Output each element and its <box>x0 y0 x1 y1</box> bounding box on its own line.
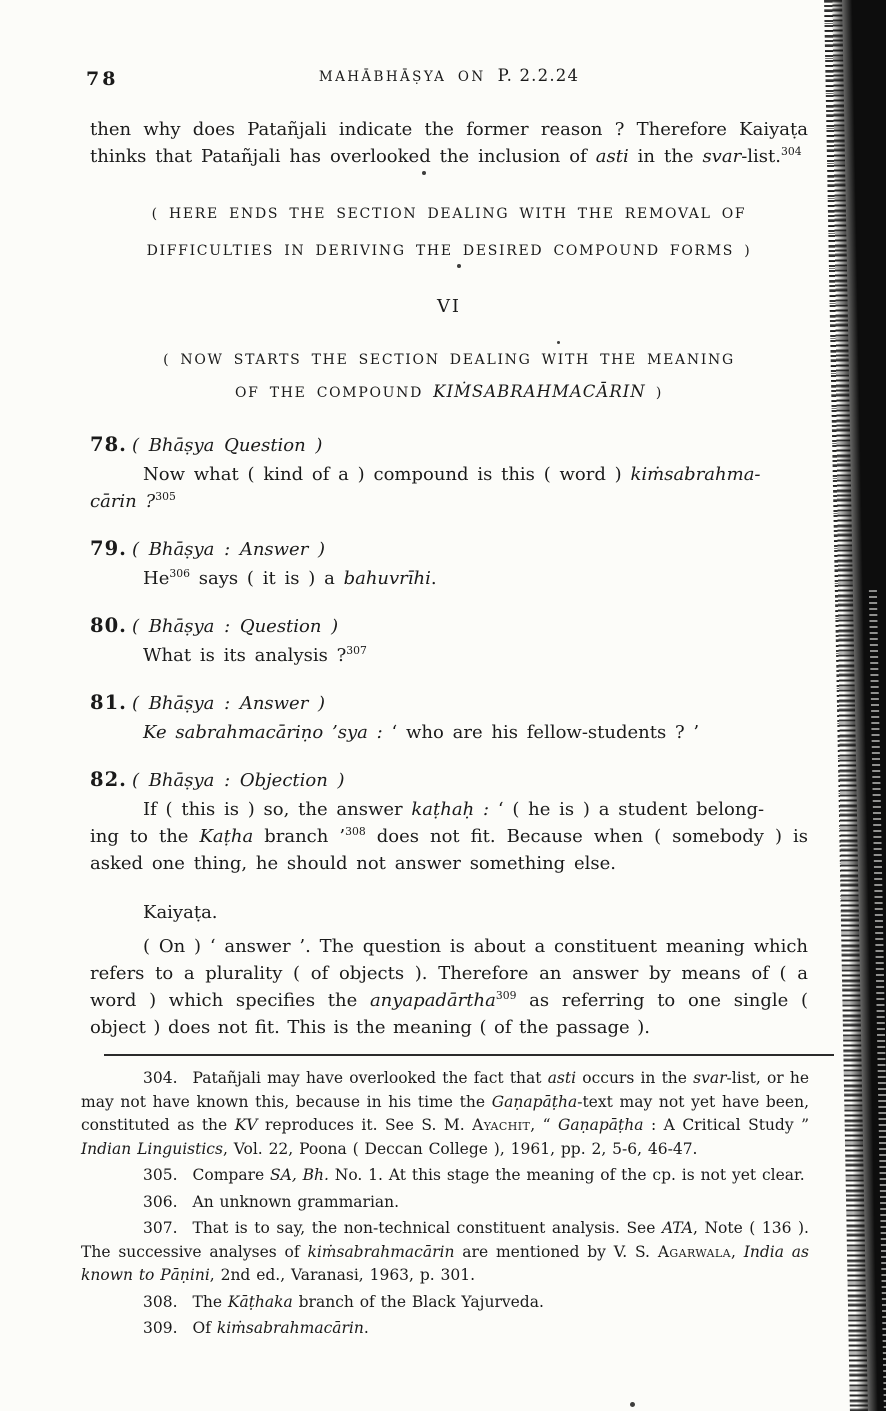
footnote-text: Compare SA, Bh. No. 1. At this stage the meaning of the cp. is not yet clear. <box>192 1166 805 1184</box>
entry-82 <box>90 768 808 877</box>
footnote-308 <box>81 1291 809 1315</box>
footnote-305 <box>81 1164 809 1188</box>
kaiyata-commentary: ( On ) ‘ answer ’. The question is about a constituent meaning which refers to a plurality ( of objects ). Therefore an answer by means of ( a word ) which specifies the anyapadārtha$^{309}$ as referring to one single ( object ) does not fit. This is the meaning ( of the passage ). <box>90 936 808 1038</box>
intro-paragraph: then why does Patañjali indicate the former reason ? Therefore Kaiyaṭa thinks that Patañjali has overlooked the inclusion of asti in the svar-list.$^{304}$ <box>90 119 808 167</box>
scan-speck <box>630 1402 635 1407</box>
binding-edge-shadow <box>831 0 886 1411</box>
entry-title: ( Bhāṣya : Answer ) <box>132 539 326 560</box>
footnote-number: 304. <box>143 1069 178 1087</box>
entry-82-body: If ( this is ) so, the answer kaṭhaḥ : ‘ ( he is ) a student belong- ing to the Kaṭha branch ’$^{308}$ does not fit. Because when ( somebody ) is asked one thing, he should not answer something else. <box>90 799 808 874</box>
entry-80 <box>90 614 808 669</box>
entry-79 <box>90 537 808 592</box>
entry-81-body: Ke sabrahmacāriṇo ’sya : ‘ who are his fellow-students ? ’ <box>143 722 700 743</box>
footnote-number: 308. <box>143 1292 178 1311</box>
footnote-text: That is to say, the non-technical constituent analysis. See ATA, Note ( 136 ). The successive analyses of kiṁsabrahmacārin are mentioned by V. S. Agarwala, India as known to Pāṇini, 2nd ed., Varanasi, 1963, p. 301. <box>81 1219 809 1284</box>
entry-78 <box>90 433 808 515</box>
footnote-text: Patañjali may have overlooked the fact that asti occurs in the svar-list, or he may not have known this, because in his time the Gaṇapāṭha-text may not yet have been, constituted as the KV reproduces it. See S. M. Ayachit, “ Gaṇapāṭha : A Critical Study ” Indian Linguistics, Vol. 22, Poona ( Deccan College ), 1961, pp. 2, 5-6, 46-47. <box>81 1069 810 1158</box>
section-number: VI <box>436 296 462 317</box>
footnote-309 <box>81 1317 809 1341</box>
sutra-reference: P. 2.2.24 <box>497 66 580 85</box>
page-number: 78 <box>86 68 119 90</box>
entry-79-body: He$^{306}$ says ( it is ) a bahuvrīhi. <box>143 567 437 589</box>
entry-title: ( Bhāṣya : Objection ) <box>132 770 345 791</box>
entry-82-heading <box>90 768 808 791</box>
footnotes <box>81 1056 809 1341</box>
footnote-number: 305. <box>143 1166 178 1184</box>
entry-79-heading <box>90 537 808 560</box>
section-closing-line2: DIFFICULTIES IN DERIVING THE DESIRED COMPOUND FORMS ) <box>146 243 752 259</box>
entry-78-heading <box>90 433 808 456</box>
footnote-307 <box>81 1217 809 1288</box>
footnote-304 <box>81 1067 809 1161</box>
section-opening-line2: OF THE COMPOUND KIṀSABRAHMACĀRIN ) <box>234 382 664 401</box>
footnote-text: The Kāṭhaka branch of the Black Yajurveda. <box>192 1292 544 1311</box>
section-opening-note <box>90 345 808 409</box>
footnote-306 <box>81 1191 809 1215</box>
entry-title: ( Bhāṣya : Question ) <box>132 616 339 637</box>
footnote-text: Of kiṁsabrahmacārin. <box>192 1319 369 1337</box>
entry-title: ( Bhāṣya Question ) <box>132 435 323 456</box>
running-title-text: MAHĀBHĀṢYA ON <box>318 69 486 85</box>
kaiyata-label: Kaiyaṭa. <box>143 902 218 923</box>
entry-81 <box>90 691 808 746</box>
page-content <box>81 0 810 1341</box>
section-closing-note <box>90 196 808 270</box>
footnote-number: 307. <box>143 1219 178 1237</box>
entry-number: 82. <box>90 768 127 791</box>
section-closing-line1: ( HERE ENDS THE SECTION DEALING WITH THE REMOVAL OF <box>151 206 747 222</box>
entry-number: 79. <box>90 537 127 560</box>
footnote-number: 306. <box>143 1192 178 1211</box>
entry-number: 78. <box>90 433 127 456</box>
section-opening-line1: ( NOW STARTS THE SECTION DEALING WITH THE MEANING <box>163 352 735 368</box>
numbered-entries <box>90 433 808 877</box>
entry-number: 80. <box>90 614 127 637</box>
running-title <box>90 66 808 85</box>
entry-81-heading <box>90 691 808 714</box>
entry-number: 81. <box>90 691 127 714</box>
entry-80-body: What is its analysis ?$^{307}$ <box>143 644 367 666</box>
page-header <box>86 66 808 92</box>
entry-title: ( Bhāṣya : Answer ) <box>132 693 326 714</box>
footnote-text: An unknown grammarian. <box>192 1192 400 1211</box>
footnote-number: 309. <box>143 1319 178 1337</box>
entry-78-body: Now what ( kind of a ) compound is this ( word ) kiṁsabrahma- cārin ?$^{305}$ <box>90 464 761 512</box>
entry-80-heading <box>90 614 808 637</box>
